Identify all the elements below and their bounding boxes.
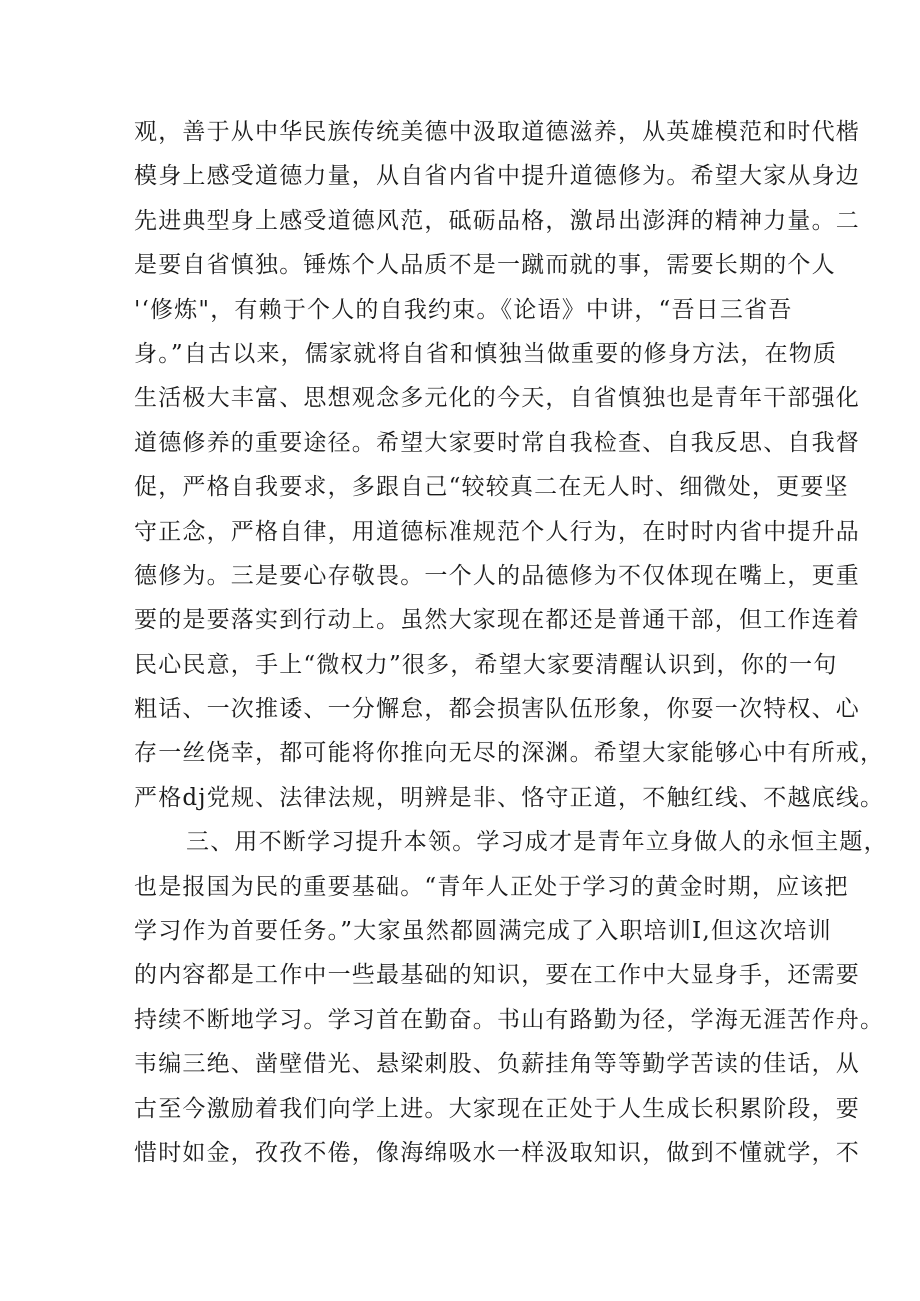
text-line: 持续不断地学习。学习首在勤奋。书山有路勤为径，学海无涯苦作舟。: [134, 1006, 885, 1033]
text-line: 学习作为首要任务。”大家虽然都圆满完成了入职培训I,但这次培训: [134, 918, 832, 945]
text-line: 惜时如金，孜孜不倦，像海绵吸水一样汲取知识，做到不懂就学，不: [134, 1139, 860, 1166]
text-line: '‘修炼"，有赖于个人的自我约束。《论语》中讲，“吾日三省吾: [134, 296, 793, 323]
text-line: 身。”自古以来，儒家就将自省和慎独当做重要的修身方法，在物质: [134, 340, 838, 367]
text-line: 先进典型身上感受道德风范，砥砺品格，激昂出澎湃的精神力量。二: [134, 207, 860, 234]
text-line: 要的是要落实到行动上。虽然大家现在都还是普通干部，但工作连着: [134, 607, 860, 634]
body-text: [134, 110, 888, 1175]
text-line: 民心民意，手上“微权力”很多，希望大家要清醒认识到，你的一句: [134, 651, 838, 678]
text-line: 严格dj党规、法律法规，明辨是非、恪守正道，不触红线、不越底线。: [134, 784, 885, 811]
text-line: 观，善于从中华民族传统美德中汲取道德滋养，从英雄模范和时代楷: [134, 119, 860, 145]
text-line: 粗话、一次推诿、一分懈怠，都会损害队伍形象，你耍一次特权、心: [134, 696, 860, 723]
text-line: 的内容都是工作中一些最基础的知识，要在工作中大显身手，还需要: [134, 962, 860, 989]
text-line: 是要自省慎独。锤炼个人品质不是一蹴而就的事，需要长期的个人: [134, 252, 836, 279]
text-line: 促，严格自我要求，多跟自己“较较真二在无人时、细微处，更要坚: [134, 474, 849, 501]
text-line: 韦编三绝、凿壁借光、悬梁刺股、负薪挂角等等勤学苦读的佳话，从: [134, 1051, 860, 1078]
text-line: 存一丝侥幸，都可能将你推向无尽的深渊。希望大家能够心中有所戒，: [134, 740, 885, 767]
section-heading-line: 三、用不断学习提升本领。学习成才是青年立身做人的永恒主题，: [186, 829, 888, 856]
text-line: 道德修养的重要途径。希望大家要时常自我检查、自我反思、自我督: [134, 429, 860, 456]
text-line: 也是报国为民的重要基础。“青年人正处于学习的黄金时期，应该把: [134, 873, 849, 900]
text-line: 守正念，严格自律，用道德标准规范个人行为，在时时内省中提升品: [134, 518, 860, 545]
text-line: 生活极大丰富、思想观念多元化的今天，自省慎独也是青年干部强化: [134, 385, 860, 412]
text-line: 模身上感受道德力量，从自省内省中提升道德修为。希望大家从身边: [134, 163, 860, 190]
text-line: 德修为。三是要心存敬畏。一个人的品德修为不仅体现在嘴上，更重: [134, 562, 860, 589]
text-line: 古至今激励着我们向学上进。大家现在正处于人生成长积累阶段，要: [134, 1095, 860, 1122]
